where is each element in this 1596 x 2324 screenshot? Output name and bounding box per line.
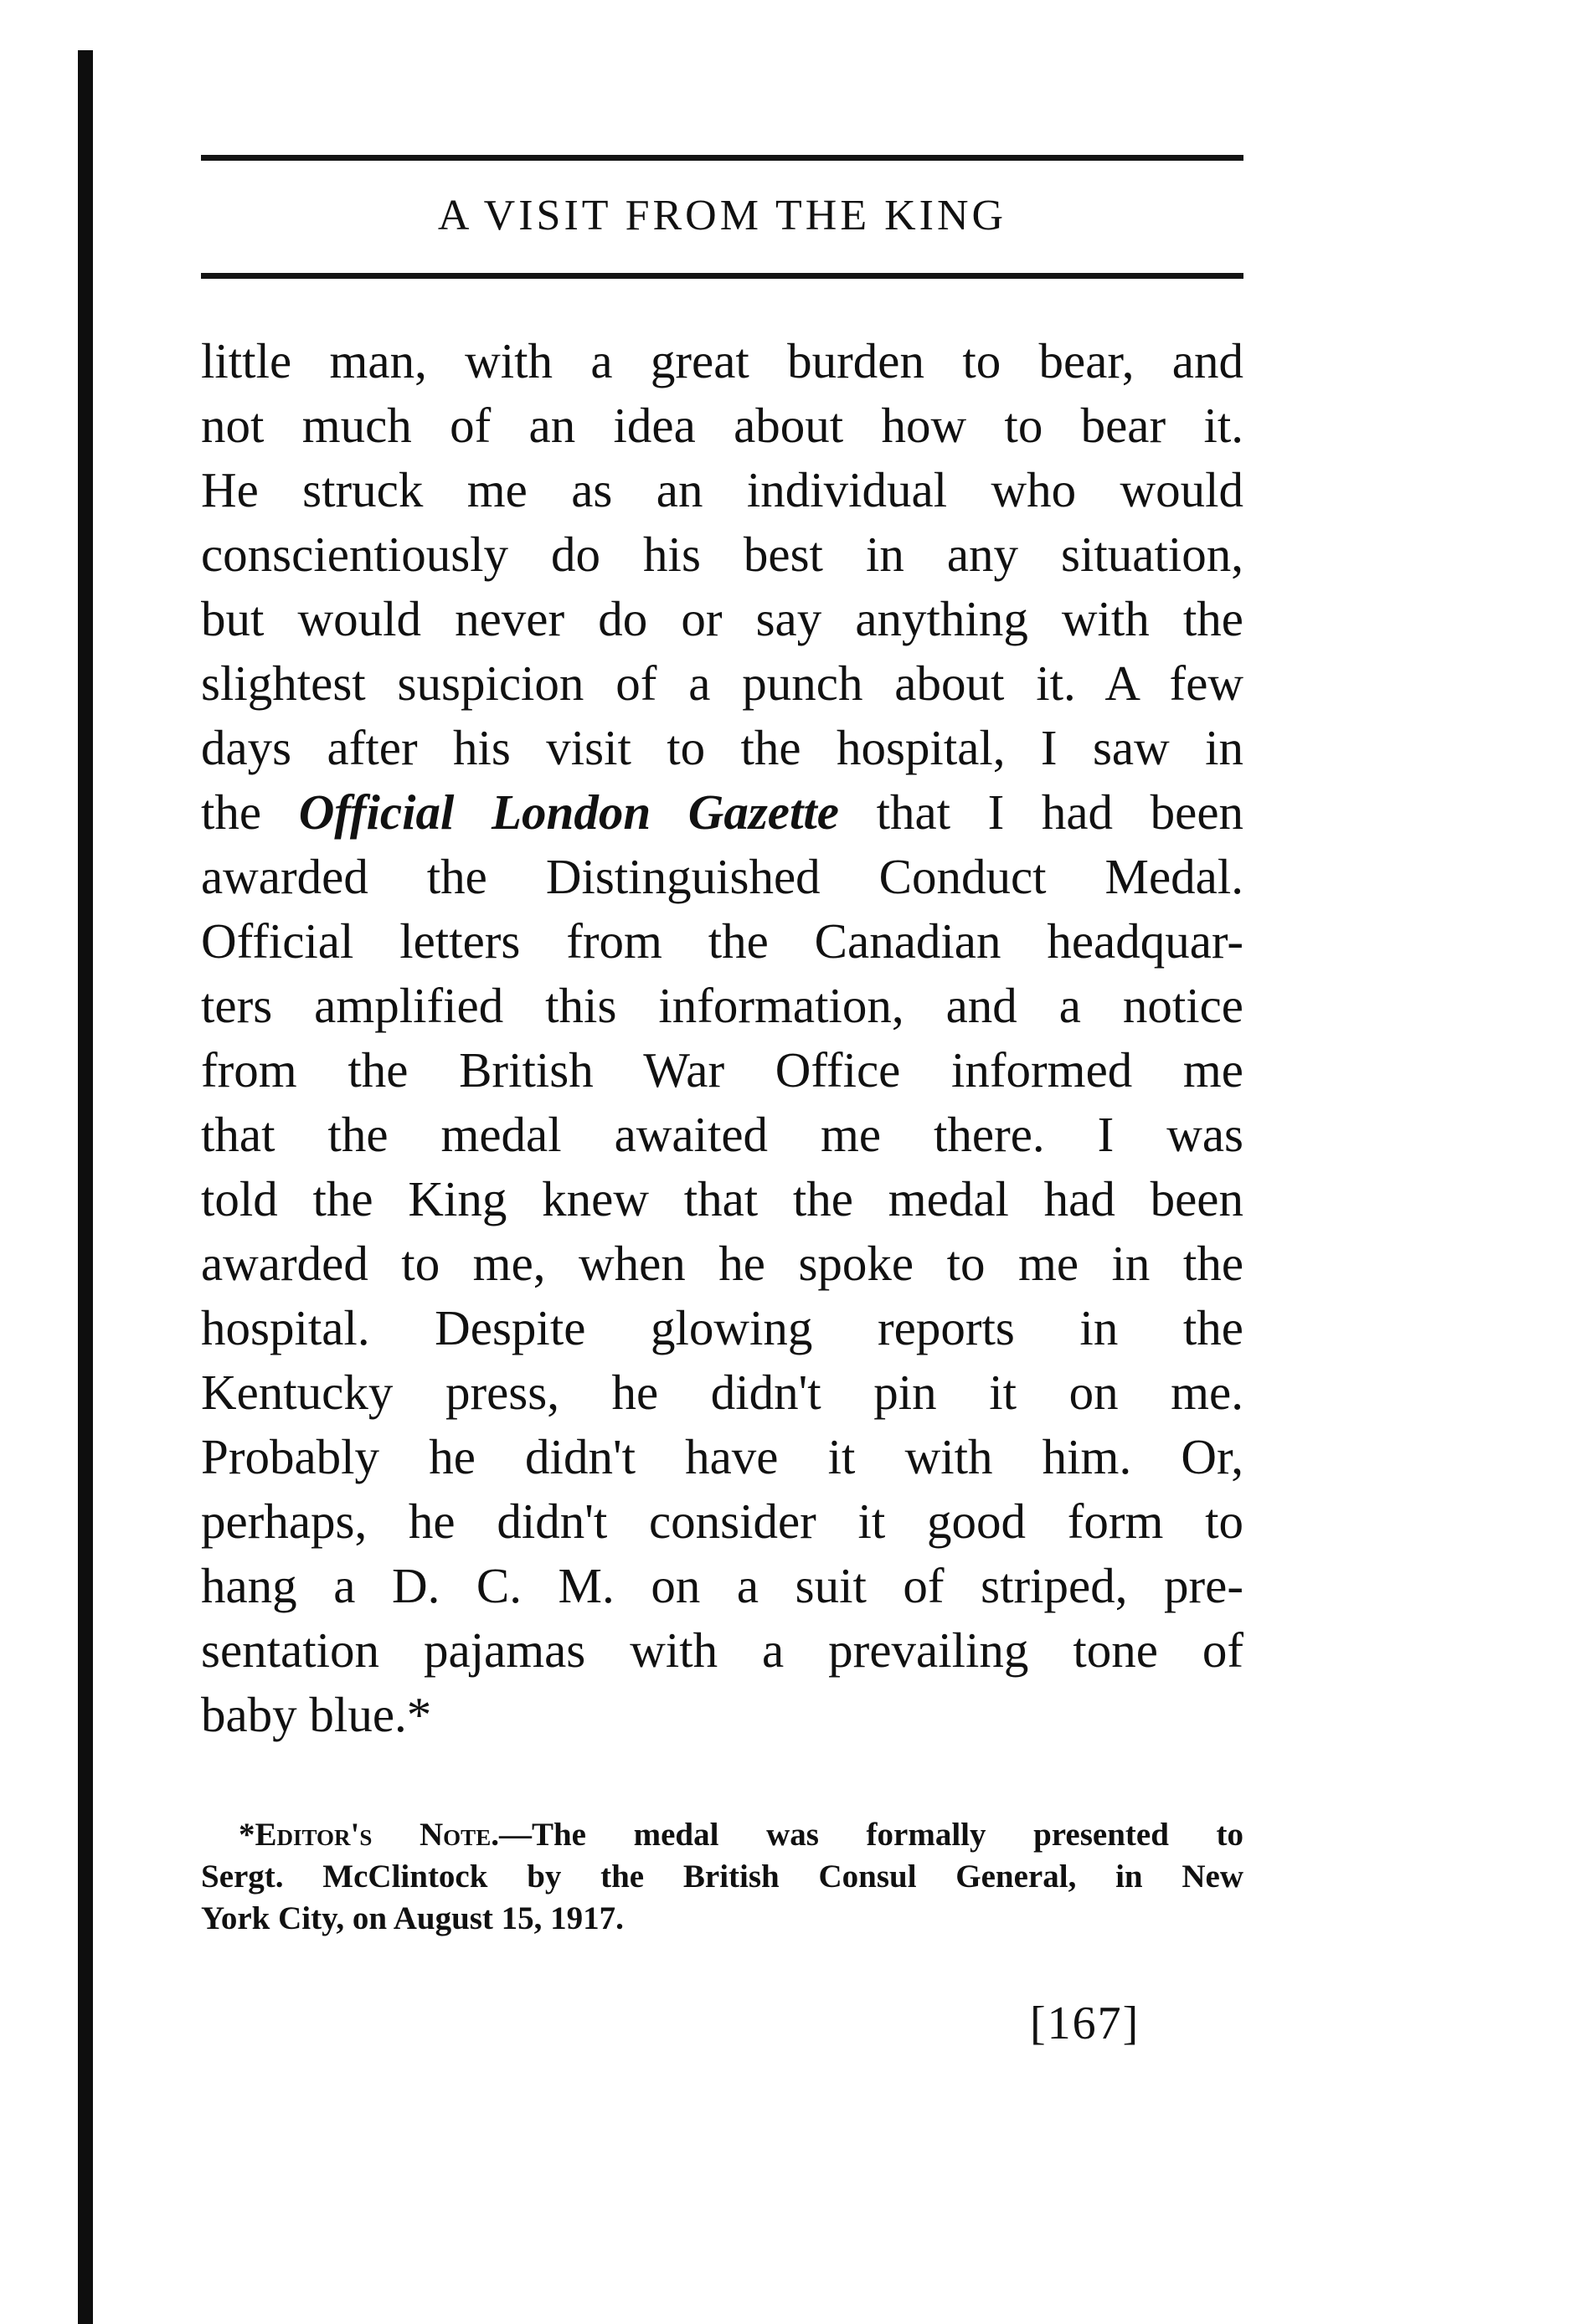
binding-edge: [78, 50, 93, 2324]
text-line: but would never do or say anything with the: [201, 591, 1243, 646]
footnote-line: Sergt. McClintock by the British Consul General, in New: [201, 1859, 1243, 1895]
footnote-marker: *: [239, 1817, 255, 1853]
text-line: Probably he didn't have it with him. Or,: [201, 1429, 1243, 1484]
text-line: awarded to me, when he spoke to me in the: [201, 1236, 1243, 1291]
text-line: conscientiously do his best in any situation,: [201, 527, 1243, 582]
page-number: [167]: [1030, 1998, 1140, 2049]
text-line: awarded the Distinguished Conduct Medal.: [201, 849, 1243, 904]
text-line: that the medal awaited me there. I was: [201, 1107, 1243, 1162]
page-column: [201, 155, 1243, 1940]
text-line: slightest suspicion of a punch about it. A few: [201, 656, 1243, 711]
text-line-with-title: [201, 780, 1243, 845]
header-top-rule: [201, 155, 1243, 161]
footnote: [201, 1814, 1243, 1940]
text-line: told the King knew that the medal had been: [201, 1171, 1243, 1226]
text-line: Kentucky press, he didn't pin it on me.: [201, 1365, 1243, 1420]
header-bottom-rule: [201, 273, 1243, 279]
text-line: hospital. Despite glowing reports in the: [201, 1300, 1243, 1355]
footnote-label: Editor's Note.: [255, 1817, 499, 1853]
text-line: He struck me as an individual who would: [201, 462, 1243, 517]
text-line: little man, with a great burden to bear, and: [201, 333, 1243, 388]
text-line: perhaps, he didn't consider it good form to: [201, 1494, 1243, 1549]
publication-title: Official London Gazette: [298, 784, 839, 840]
text-line: baby blue.*: [201, 1687, 432, 1742]
footnote-line: York City, on August 15, 1917.: [201, 1900, 624, 1936]
text-line: Official letters from the Canadian headquar-: [201, 913, 1243, 969]
text-fragment: the: [201, 784, 262, 840]
text-line: from the British War Office informed me: [201, 1042, 1243, 1098]
text-line: ters amplified this information, and a notice: [201, 978, 1243, 1033]
text-fragment: that I had been: [876, 784, 1244, 840]
footnote-line: [201, 1814, 1243, 1856]
text-line: hang a D. C. M. on a suit of striped, pre-: [201, 1558, 1243, 1613]
text-line: days after his visit to the hospital, I saw in: [201, 720, 1243, 775]
running-header: A VISIT FROM THE KING: [437, 192, 1007, 239]
text-line: not much of an idea about how to bear it.: [201, 398, 1243, 453]
body-text: [201, 329, 1243, 1747]
text-line: sentation pajamas with a prevailing tone of: [201, 1622, 1243, 1678]
footnote-text: —The medal was formally presented to: [498, 1817, 1244, 1853]
